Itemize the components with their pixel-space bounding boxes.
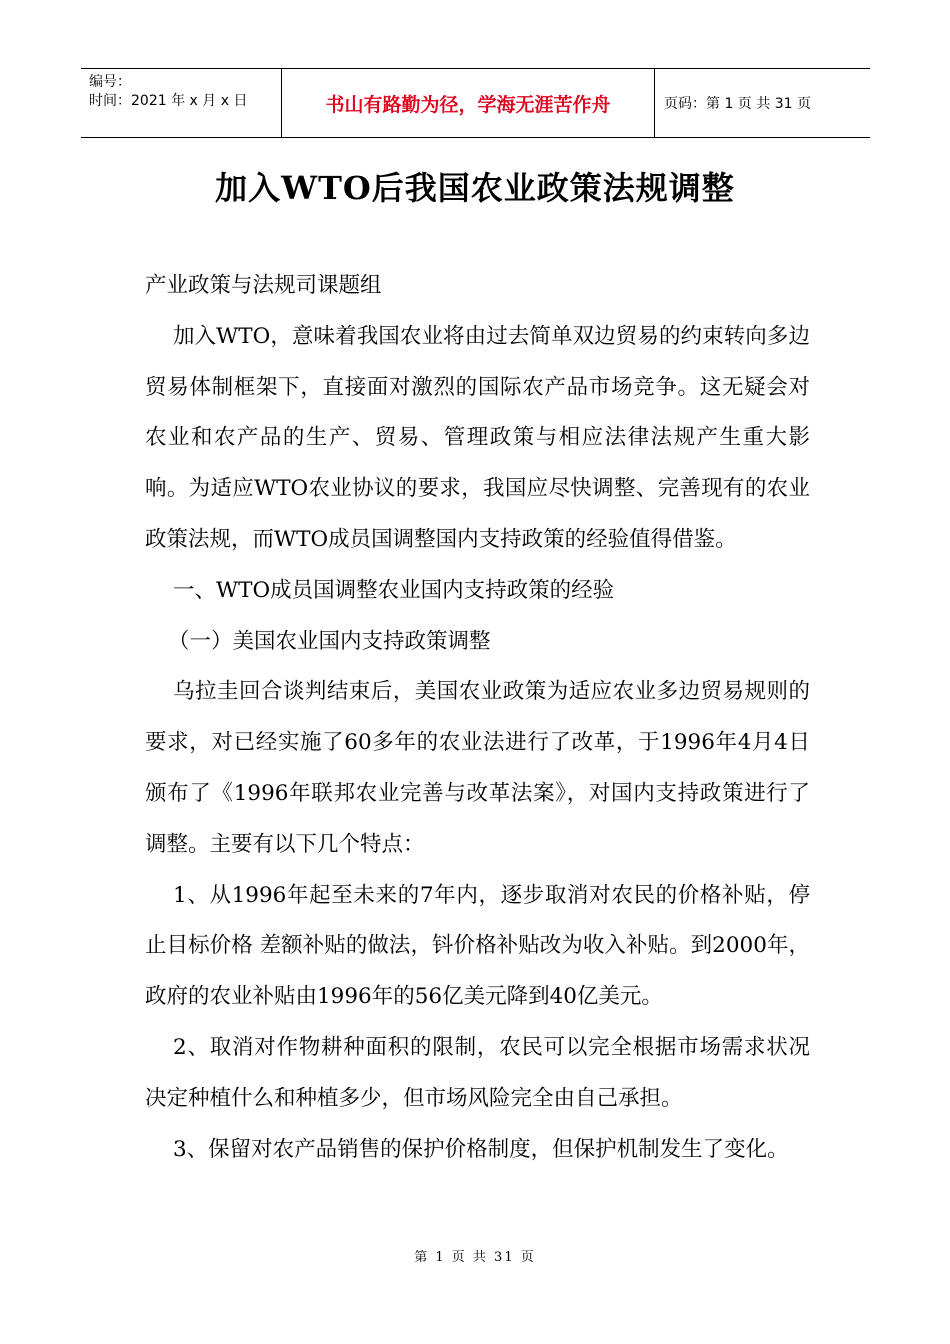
header-page-info: 页码：第 1 页 共 31 页 <box>664 96 811 112</box>
header-meta-cell <box>81 69 282 137</box>
page-header <box>81 68 870 138</box>
subsection-heading: （一）美国农业国内支持政策调整 <box>168 628 491 654</box>
section-heading: 一、WTO成员国调整农业国内支持政策的经验 <box>173 577 615 603</box>
list-item-1: 1、从1996年起至未来的7年内，逐步取消对农民的价格补贴，停止目标价格 差额补贴的做法，钭价格补贴改为收入补贴。到2000年，政府的农业补贴由1996年的56亿美元降到40亿美元。 <box>145 882 810 1010</box>
document-time-label: 时间：2021 年 x 月 x 日 <box>89 93 248 109</box>
list-item-2: 2、取消对作物耕种面积的限制，农民可以完全根据市场需求状况决定种植什么和种植多少，但市场风险完全由自己承担。 <box>145 1034 810 1111</box>
list-item-3: 3、保留对农产品销售的保护价格制度，但保护机制发生了变化。 <box>173 1136 789 1162</box>
document-body <box>145 261 810 1175</box>
body-paragraph: 乌拉圭回合谈判结束后，美国农业政策为适应农业多边贸易规则的要求，对已经实施了60多年的农业法进行了改革，于1996年4月4日颁布了《1996年联邦农业完善与改革法案》，对国内支持政策进行了调整。主要有以下几个特点： <box>145 679 810 857</box>
header-motto: 书山有路勤为径，学海无涯苦作舟 <box>282 69 655 137</box>
page-footer: 第 1 页 共 31 页 <box>414 1250 536 1265</box>
document-title: 加入WTO后我国农业政策法规调整 <box>215 169 735 207</box>
intro-paragraph: 加入WTO，意味着我国农业将由过去简单双边贸易的约束转向多边贸易体制框架下，直接面对激烈的国际农产品市场竞争。这无疑会对农业和农产品的生产、贸易、管理政策与相应法律法规产生重大影响。为适应WTO农业协议的要求，我国应尽快调整、完善现有的农业政策法规，而WTO成员国调整国内支持政策的经验值得借鉴。 <box>145 323 810 552</box>
author-line: 产业政策与法规司课题组 <box>145 273 382 298</box>
document-number-label: 编号： <box>89 74 131 90</box>
